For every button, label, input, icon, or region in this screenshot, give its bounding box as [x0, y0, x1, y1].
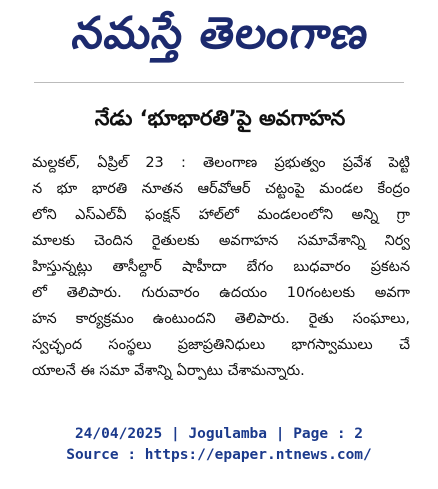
article-line: లో తెలిపారు. గురువారం ఉదయం 10గంటలకు అవగా — [32, 285, 410, 301]
article-line: మాలకు చెందిన రైతులకు అవగాహన సమావేశాన్ని నిర్వ — [32, 233, 410, 249]
article-line: మల్దకల్, ఏప్రిల్ 23 : తెలంగాణ ప్రభుత్వం ప్రవేశ పెట్టి — [32, 155, 410, 171]
article-line: యాలనే ఈ సమా వేశాన్ని ఏర్పాటు చేశామన్నారు. — [32, 363, 305, 379]
article-line: స్వచ్ఛంద సంస్థలు ప్రజాప్రతినిధులు భాగస్వాములు చే — [32, 337, 410, 353]
masthead-divider — [34, 82, 404, 83]
article-body — [32, 150, 410, 384]
article-line: హిస్తున్నట్లు తాసీల్దార్ షాహీదా బేగం బుధవారం ప్రకటన — [32, 259, 410, 275]
footer-source-link[interactable]: Source : https://epaper.ntnews.com/ — [66, 447, 372, 463]
footer-date-edition-page: 24/04/2025 | Jogulamba | Page : 2 — [74, 426, 364, 442]
article-line: న భూ భారతి నూతన ఆర్‌వోఆర్ చట్టంపై మండల కేంద్రం — [32, 181, 410, 197]
newspaper-masthead-logo: నమస్తే తెలంగాణ — [69, 8, 373, 59]
article-line: హన కార్యక్రమం ఉంటుందని తెలిపారు. రైతు సంఘాలు, — [32, 311, 410, 327]
article-headline: నేడు ‘భూభారతి’పై అవగాహన — [94, 106, 346, 130]
article-line: లోని ఎస్‌ఎల్‌వీ ఫంక్షన్ హాల్‌లో మండలంలోని అన్ని గ్రా — [32, 207, 410, 223]
source-footer — [0, 424, 438, 466]
